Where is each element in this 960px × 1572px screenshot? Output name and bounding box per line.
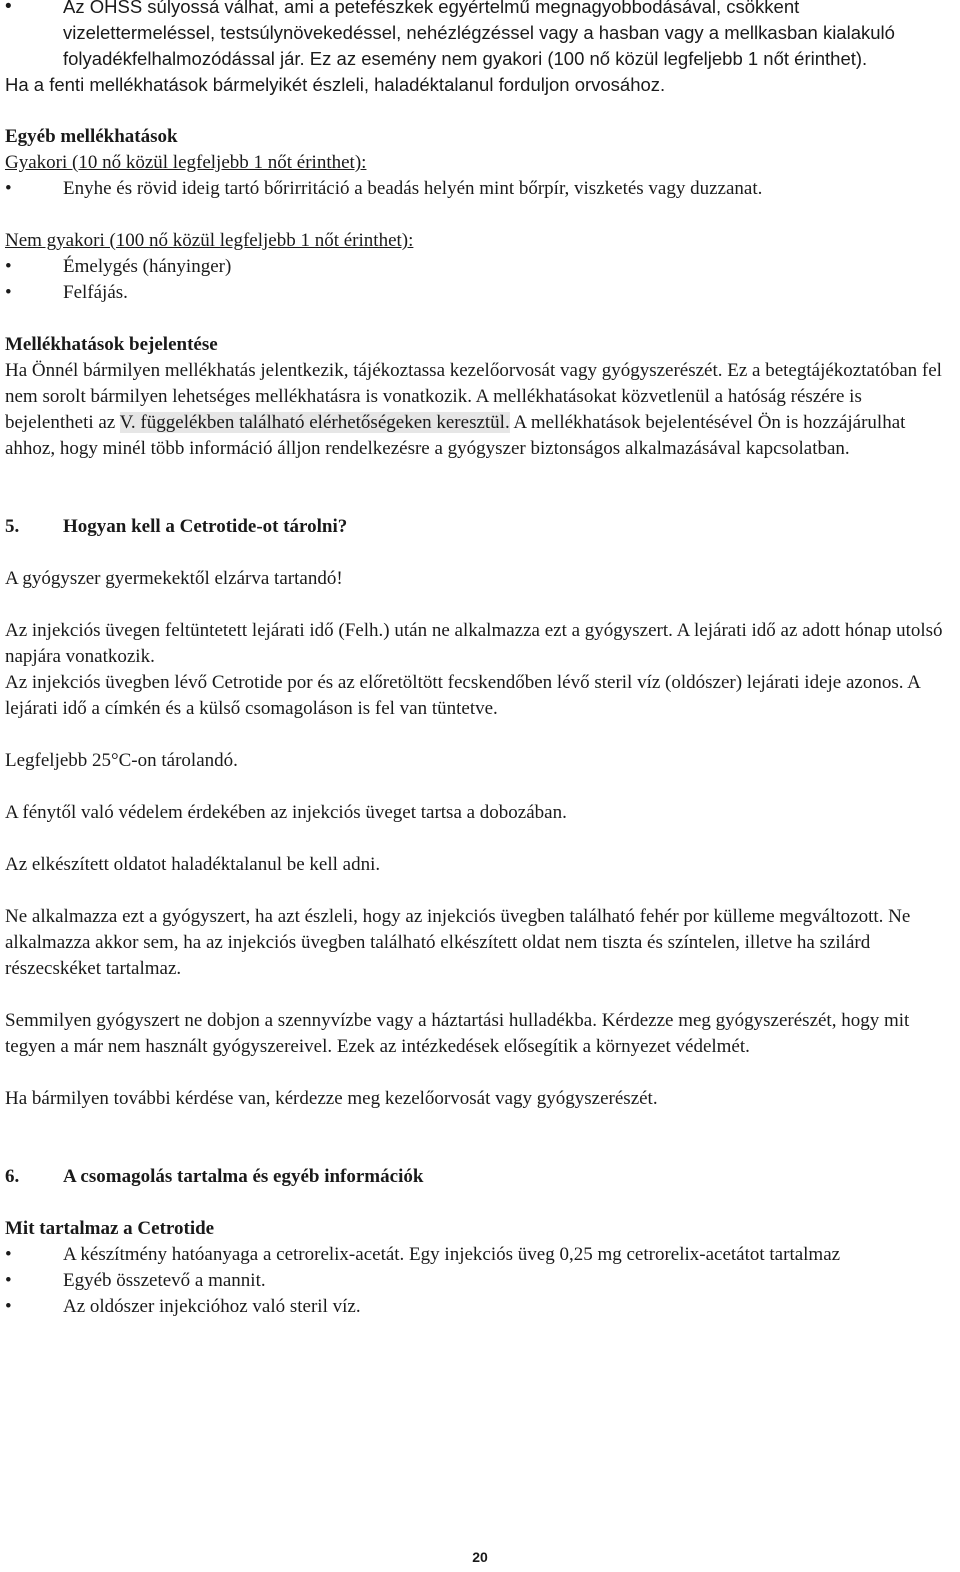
- common-effect-item: • Enyhe és rövid ideig tartó bőrirritáció a beadás helyén mint bőrpír, viszketés vagy duzzanat.: [5, 176, 955, 202]
- document-page: [5, 0, 955, 1320]
- reporting-text-end: A mellékhatások bejelentésével Ön is hozzájárulhat ahhoz, hogy minél több információ álljon rendelkezésre a gyógyszer biztonságos alkalmazásával kapcsolatban.: [5, 412, 906, 459]
- storage-light-protection: A fénytől való védelem érdekében az injekciós üveget tartsa a dobozában.: [5, 802, 567, 823]
- common-frequency-label: Gyakori (10 nő közül legfeljebb 1 nőt érinthet):: [5, 152, 367, 173]
- reporting-heading: Mellékhatások bejelentése: [5, 334, 218, 355]
- uncommon-effect-item: • Felfájás.: [5, 280, 955, 306]
- ohss-bullet-list: [5, 0, 955, 72]
- other-effects-heading: Egyéb mellékhatások: [5, 126, 178, 147]
- uncommon-effects-list: [5, 254, 955, 306]
- contents-item: • Egyéb összetevő a mannit.: [5, 1268, 955, 1294]
- contents-list: [5, 1242, 955, 1320]
- section-5-heading: [5, 514, 955, 540]
- reporting-paragraph: [5, 358, 955, 462]
- section-6-number: 6.: [5, 1166, 20, 1187]
- contents-item: • Az oldószer injekcióhoz való steril víz.: [5, 1294, 955, 1320]
- contents-subheading: Mit tartalmaz a Cetrotide: [5, 1218, 215, 1239]
- storage-disposal: Semmilyen gyógyszert ne dobjon a szennyvízbe vagy a háztartási hulladékba. Kérdezze meg gyógyszerészét, hogy mit tegyen a már nem használt gyógyszereivel. Ezek az intézkedések elősegítik a környezet védelmét.: [5, 1010, 910, 1057]
- storage-questions: Ha bármilyen további kérdése van, kérdezze meg kezelőorvosát vagy gyógyszerészét.: [5, 1088, 658, 1109]
- doctor-notice: Ha a fenti mellékhatások bármelyikét észleli, haladéktalanul forduljon orvosához.: [5, 74, 666, 95]
- storage-expiry-paragraph: Az injekciós üvegen feltüntetett lejárati idő (Felh.) után ne alkalmazza ezt a gyógyszert. A lejárati idő az adott hónap utolsó napjára vonatkozik.: [5, 620, 943, 667]
- section-6-heading: [5, 1164, 955, 1190]
- page-number: 20: [472, 1549, 488, 1565]
- common-effects-list: [5, 176, 955, 202]
- reporting-text-start: Ha Önnél bármilyen mellékhatás jelentkezik, tájékoztassa kezelőorvosát vagy gyógyszerészét. Ez a betegtájékoztatóban fel nem sorolt bármilyen lehetséges mellékhatásra is vonatkozik. A mellékhatásokat közvetlenül a hatóság részére is bejelentheti az: [5, 360, 942, 433]
- contents-item: • A készítmény hatóanyaga a cetrorelix-acetát. Egy injekciós üveg 0,25 mg cetrorelix-acetátot tartalmaz: [5, 1242, 955, 1268]
- storage-prepared-solution: Az elkészített oldatot haladéktalanul be kell adni.: [5, 854, 381, 875]
- section-6-title: A csomagolás tartalma és egyéb információk: [63, 1166, 424, 1187]
- ohss-bullet-item: • Az OHSS súlyossá válhat, ami a petefészkek egyértelmű megnagyobbodásával, csökkent vizelettermeléssel, testsúlynövekedéssel, nehézlégzéssel vagy a hasban vagy a mellkasban kialakuló folyadékfelhalmozódással jár. Ez az esemény nem gyakori (100 nő közül legfeljebb 1 nőt érinthet).: [5, 0, 955, 72]
- storage-appearance-warning: Ne alkalmazza ezt a gyógyszert, ha azt észleli, hogy az injekciós üvegben található fehér por külleme megváltozott. Ne alkalmazza akkor sem, ha az injekciós üvegben található elkészített oldat nem tiszta és színtelen, illetve ha szilárd részecskéket tartalmaz.: [5, 906, 911, 979]
- uncommon-effect-item: • Émelygés (hányinger): [5, 254, 955, 280]
- section-5-title: Hogyan kell a Cetrotide-ot tárolni?: [63, 516, 348, 537]
- storage-temperature: Legfeljebb 25°C-on tárolandó.: [5, 750, 238, 771]
- storage-child-warning: A gyógyszer gyermekektől elzárva tartandó!: [5, 568, 343, 589]
- storage-expiry-paragraph-2: Az injekciós üvegben lévő Cetrotide por és az előretöltött fecskendőben lévő steril víz (oldószer) lejárati ideje azonos. A lejárati idő a címkén és a külső csomagoláson is fel van tüntetve.: [5, 672, 920, 719]
- appendix-v-reference: V. függelékben található elérhetőségeken keresztül.: [119, 412, 510, 433]
- uncommon-frequency-label: Nem gyakori (100 nő közül legfeljebb 1 nőt érinthet):: [5, 230, 414, 251]
- section-5-number: 5.: [5, 516, 20, 537]
